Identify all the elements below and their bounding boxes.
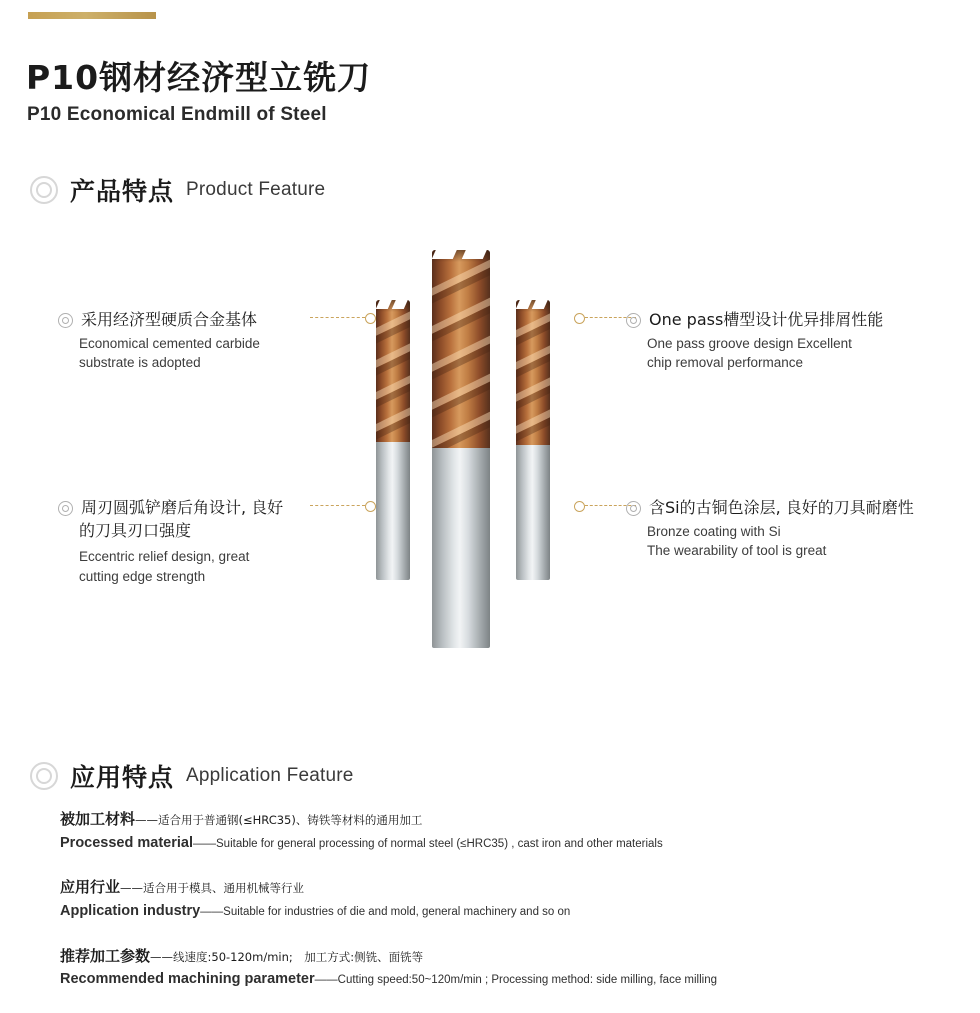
- application-en-line: [60, 901, 940, 923]
- feature-eccentric-relief: [58, 496, 318, 586]
- endmill-large-center: [432, 250, 490, 648]
- bullet-circle-icon: [626, 501, 641, 516]
- section-title-en: Application Feature: [186, 765, 354, 786]
- feature-text-en-line1: One pass groove design Excellent: [647, 336, 852, 352]
- page-title-cn: P10钢材经济型立铣刀: [26, 58, 372, 97]
- flute-section: [516, 300, 550, 450]
- endmill-small-right: [516, 300, 550, 580]
- shank-section: [516, 445, 550, 580]
- leader-endpoint: [365, 313, 376, 324]
- endmill-illustration: [370, 248, 610, 648]
- feature-text-en-line2: The wearability of tool is great: [647, 543, 827, 559]
- feature-text-en-line1: Eccentric relief design, great: [79, 549, 250, 565]
- double-circle-icon: [30, 762, 58, 790]
- leader-endpoint: [574, 501, 585, 512]
- feature-text-cn: 含Si的古铜色涂层, 良好的刀具耐磨性: [649, 498, 914, 517]
- flute-section: [376, 300, 410, 445]
- application-en-line: [60, 833, 940, 855]
- helix-flute: [516, 310, 550, 340]
- helix-flute: [376, 308, 410, 338]
- gold-accent-rule: [28, 12, 156, 19]
- feature-text-en-line1: Economical cemented carbide: [79, 336, 260, 352]
- shank-section: [432, 448, 490, 648]
- bullet-circle-icon: [626, 313, 641, 328]
- helix-flute: [432, 368, 490, 415]
- application-label-cn: 应用行业: [60, 878, 121, 897]
- application-text-en: ——Suitable for industries of die and mold, general machinery and so on: [200, 905, 571, 918]
- application-text-cn: ——适合用于普通钢(≤HRC35)、铸铁等材料的通用加工: [135, 813, 423, 827]
- feature-text-en-line2: chip removal performance: [647, 355, 804, 371]
- leader-endpoint: [365, 501, 376, 512]
- application-text-cn: ——线速度:50-120m/min; 加工方式:侧铣、面铣等: [150, 949, 424, 964]
- feature-text-en-line2: cutting edge strength: [79, 568, 206, 584]
- application-cn-line: [60, 876, 940, 899]
- feature-text-cn: 采用经济型硬质合金基体: [81, 310, 258, 329]
- feature-substrate: [58, 308, 308, 373]
- helix-flute: [432, 330, 490, 377]
- leader-endpoint: [574, 313, 585, 324]
- application-label-en: Processed material: [60, 834, 193, 851]
- helix-flute: [516, 374, 550, 404]
- application-cn-line: [60, 808, 940, 831]
- bullet-circle-icon: [58, 501, 73, 516]
- feature-one-pass-groove: [626, 308, 946, 373]
- section-header-application-feature: [30, 758, 354, 794]
- page-title-en: P10 Economical Endmill of Steel: [27, 104, 327, 125]
- helix-flute: [516, 406, 550, 436]
- feature-text-en-line1: Bronze coating with Si: [647, 524, 781, 540]
- feature-text-en-line2: substrate is adopted: [79, 355, 201, 371]
- leader-line-substrate: [310, 312, 376, 324]
- application-label-en: Recommended machining parameter: [60, 971, 315, 987]
- leader-dashes: [310, 317, 365, 319]
- application-text-en: ——Cutting speed:50~120m/min ; Processing method: side milling, face milling: [314, 974, 718, 986]
- application-text-cn: ——适合用于模具、通用机械等行业: [120, 881, 305, 896]
- helix-flute: [376, 372, 410, 402]
- flute-section: [432, 250, 490, 450]
- application-label-cn: 被加工材料: [60, 810, 136, 828]
- leader-dashes: [310, 505, 365, 507]
- application-item-processed-material: [60, 808, 940, 854]
- bullet-circle-icon: [58, 313, 73, 328]
- double-circle-icon: [30, 176, 58, 204]
- section-title-cn: 产品特点: [70, 177, 175, 206]
- helix-flute: [376, 340, 410, 370]
- application-en-line: [60, 969, 940, 991]
- section-title-en: Product Feature: [186, 179, 326, 200]
- helix-flute: [432, 292, 490, 339]
- feature-bronze-coating: [626, 496, 956, 561]
- shank-section: [376, 442, 410, 580]
- feature-text-cn-line2: 的刀具刃口强度: [79, 521, 192, 541]
- application-label-en: Application industry: [60, 902, 201, 919]
- application-label-cn: 推荐加工参数: [60, 946, 151, 965]
- application-item-recommended-parameter: [60, 945, 940, 991]
- feature-text-cn: One pass槽型设计优异排屑性能: [649, 310, 884, 329]
- helix-flute: [516, 342, 550, 372]
- helix-flute: [376, 404, 410, 434]
- helix-flute: [432, 406, 490, 450]
- application-text-en: ——Suitable for general processing of normal steel (≤HRC35) , cast iron and other materials: [193, 837, 663, 850]
- leader-line-eccentric: [310, 500, 376, 512]
- endmill-small-left: [376, 300, 410, 580]
- application-list: [60, 808, 940, 1013]
- section-header-product-feature: [30, 172, 325, 208]
- application-cn-line: [60, 945, 940, 968]
- feature-text-cn-line1: 周刃圆弧铲磨后角设计, 良好: [81, 498, 284, 517]
- application-item-application-industry: [60, 876, 940, 922]
- section-title-cn: 应用特点: [70, 763, 175, 792]
